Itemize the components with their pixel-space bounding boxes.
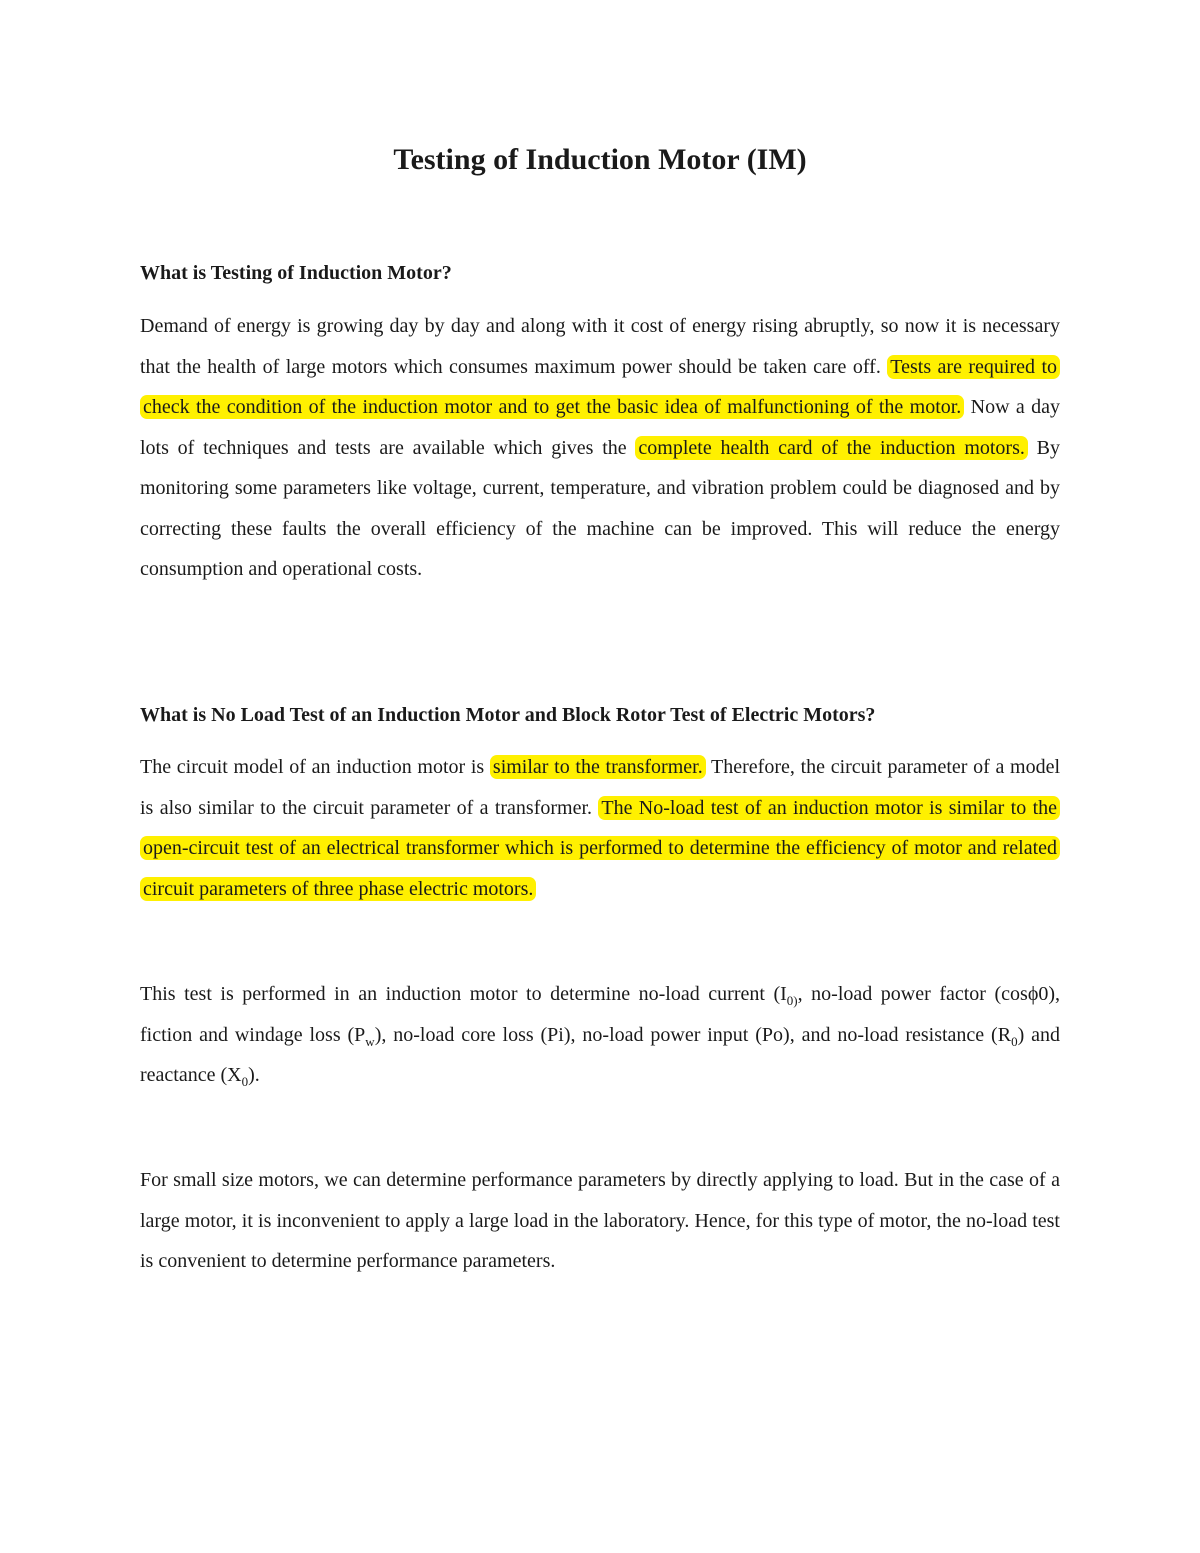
subscript: w: [365, 1033, 375, 1049]
paragraph-circuit-model: [140, 747, 1060, 909]
paragraph-test-parameters: [140, 974, 1060, 1096]
text-run: ), no-load core loss (Pi), no-load power input (Po), and no-load resistance (R: [374, 1023, 1012, 1046]
highlighted-text: Tests are required to check the condition of the induction motor and to get the basic idea of malfunctioning of the motor.: [140, 355, 1060, 420]
highlighted-text: The No-load test of an induction motor is similar to the open-circuit test of an electrical transformer which is performed to determine the efficiency of motor and related circuit parameters of three phase electric motors.: [140, 796, 1060, 901]
subscript: 0): [786, 993, 798, 1008]
text-run: The circuit model of an induction motor is: [140, 756, 490, 778]
text-run: ) and reactance (X: [140, 1023, 1060, 1086]
subscript: 0: [241, 1074, 249, 1089]
text-run: Demand of energy is growing day by day and along with it cost of energy rising abruptly, so now it is necessary that the health of large motors which consumes maximum power should be taken care off.: [140, 315, 1060, 378]
section-heading-testing: What is Testing of Induction Motor?: [140, 262, 452, 284]
text-run: ).: [248, 1064, 260, 1086]
text-run: , no-load power factor (cosϕ0), fiction and windage loss (P: [140, 983, 1061, 1046]
paragraph-small-motors: For small size motors, we can determine performance parameters by directly applying to load. But in the case of a large motor, it is inconvenient to apply a large load in the laboratory. Hence, for this type of motor, the no-load test is convenient to determine performance parameters.: [140, 1169, 1060, 1272]
highlighted-text: complete health card of the induction motors.: [635, 436, 1027, 460]
highlighted-text: similar to the transformer.: [490, 755, 706, 779]
text-run: This test is performed in an induction motor to determine no-load current (I: [140, 983, 787, 1005]
text-run: Therefore, the circuit parameter of a model is also similar to the circuit parameter of a transformer.: [140, 756, 1061, 819]
document-title: Testing of Induction Motor (IM): [393, 143, 807, 176]
subscript: 0: [1011, 1033, 1018, 1049]
section-heading-no-load-test: What is No Load Test of an Induction Motor and Block Rotor Test of Electric Motors?: [140, 704, 876, 726]
text-run: Now a day lots of techniques and tests are available which gives the: [140, 396, 1061, 459]
text-run: By monitoring some parameters like voltage, current, temperature, and vibration problem could be diagnosed and by correcting these faults the overall efficiency of the machine can be improved. This will reduce the energy consumption and operational costs.: [140, 436, 1060, 580]
paragraph-testing-intro: [140, 306, 1060, 590]
